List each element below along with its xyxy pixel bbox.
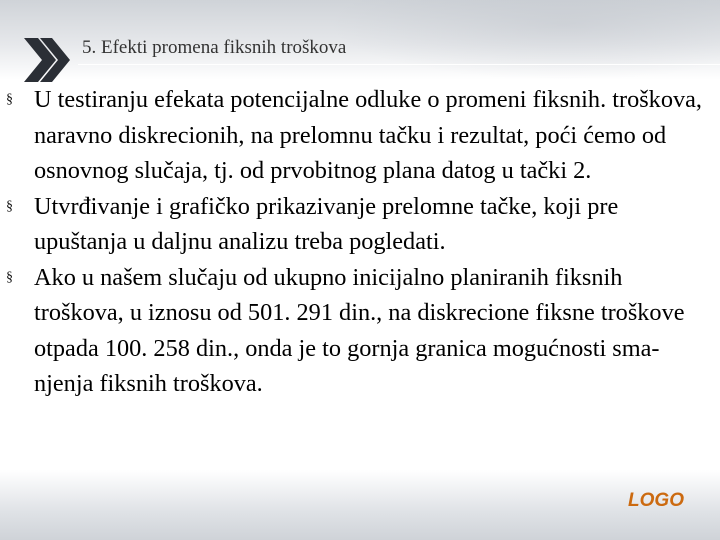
- bullet-item: [0, 189, 720, 260]
- bullet-marker: §: [6, 92, 13, 107]
- slide-title: 5. Efekti promena fiksnih troškova: [82, 37, 347, 58]
- bullet-item: [0, 260, 720, 402]
- world-map-watermark: [330, 0, 720, 80]
- bullet-marker: §: [6, 269, 13, 285]
- bullet-item: [0, 82, 720, 189]
- bullet-text: Ako u našem slučaju od ukupno inicijalno planiranih fiksnih troškova, u iznosu od 501. 291 din., na diskrecione fiksne troškove otpada 100. 258 din., onda je to gornja granica mogućnosti sma-njenja fiksnih troškova.: [34, 263, 685, 397]
- footer-band: [0, 470, 720, 540]
- double-chevron-right-icon: [22, 34, 74, 86]
- bullet-list: [0, 82, 720, 402]
- bullet-text: Utvrđivanje i grafičko prikazivanje prelomne tačke, koji pre upuštanja u daljnu analizu treba pogledati.: [34, 192, 619, 255]
- title-divider: [78, 64, 720, 65]
- logo: LOGO: [628, 490, 684, 511]
- bullet-marker: §: [6, 198, 13, 214]
- bullet-text: U testiranju efekata potencijalne odluke o promeni fiksnih. troškova, naravno diskrecionih, na prelomnu tačku i rezultat, poći ćemo od osnovnog slučaja, tj. od prvobitnog plana datog u tački 2.: [34, 86, 702, 184]
